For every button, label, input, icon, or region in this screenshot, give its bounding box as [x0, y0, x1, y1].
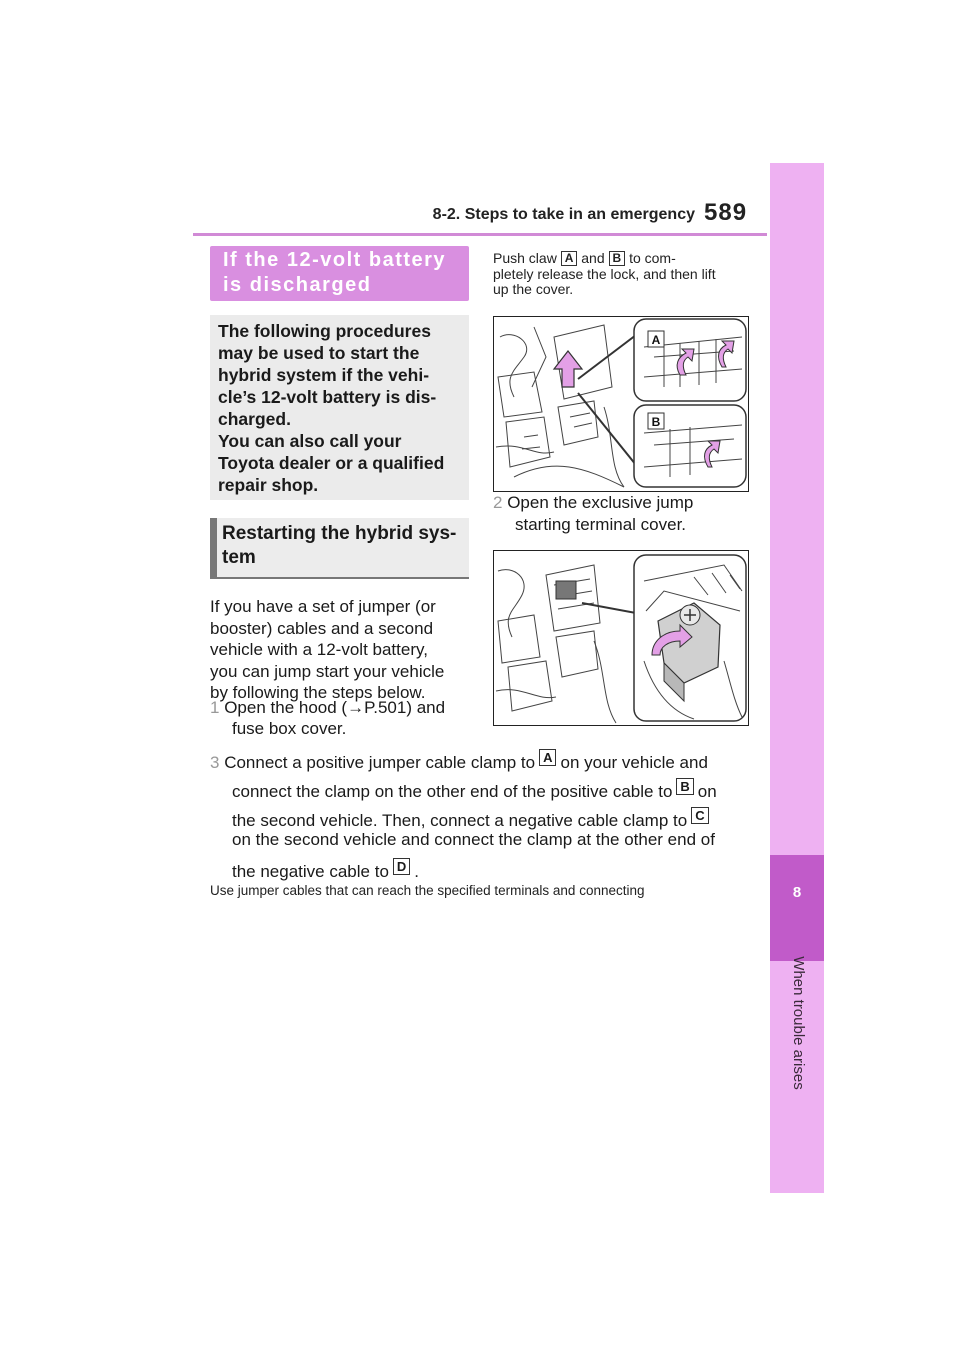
step-3-l1-post: on your vehicle and — [560, 753, 708, 772]
notice-box-text: The following procedures may be used to start the hybrid system if the vehi- cle’s 12-volt battery is dis- charged. You can also call your Toyota dealer or a qualified repair shop. — [218, 321, 445, 495]
page-ref-link[interactable]: P.501) and — [364, 698, 446, 717]
tag-b: B — [609, 251, 626, 266]
heading-box-title: If the 12-volt battery is discharged — [223, 249, 447, 296]
step-3-l5-pre: the negative cable to — [232, 862, 389, 881]
step-2-line-2: starting terminal cover. — [515, 515, 687, 534]
figure-label-a: A — [651, 333, 661, 347]
claw-note-rest: pletely release the lock, and then lift up the cover. — [493, 265, 716, 297]
step-3-number: 3 — [210, 753, 220, 772]
chapter-number: 8 — [792, 884, 802, 901]
step-2-number: 2 — [493, 493, 503, 512]
footer-note: Use jumper cables that can reach the specified terminals and connecting — [210, 883, 645, 898]
fuse-box-illustration — [494, 317, 748, 491]
fuse-box-figure — [493, 316, 749, 492]
arrow-icon: → — [347, 698, 365, 717]
step-3-l5-post: . — [414, 862, 420, 881]
tag-a: A — [539, 749, 556, 766]
subheading-rule — [210, 577, 469, 579]
step-3-line-2 — [232, 778, 717, 803]
step-1-line-2: fuse box cover. — [232, 719, 347, 738]
figure-label-b: B — [651, 415, 661, 429]
step-3-line-3 — [232, 807, 713, 832]
step-3-l3-pre: the second vehicle. Then, connect a negative cable clamp to — [232, 811, 688, 830]
step-2-line-1: Open the exclusive jump — [507, 493, 694, 512]
step-1-number: 1 — [210, 698, 220, 717]
tag-d: D — [393, 858, 410, 875]
step-1 — [210, 697, 480, 719]
terminal-cover-figure — [493, 550, 749, 726]
claw-note-post: to com- — [625, 250, 676, 266]
claw-note-mid: and — [577, 250, 609, 266]
terminal-cover-illustration — [494, 551, 748, 725]
step-1-text-a: Open the hood ( — [224, 698, 348, 717]
tag-c: C — [691, 807, 708, 824]
intro-paragraph: If you have a set of jumper (or booster) cables and a second vehicle with a 12-volt battery, you can jump start your vehicle by following the steps below. — [210, 597, 445, 702]
chapter-label: When trouble arises — [790, 956, 807, 1090]
claw-note-pre: Push claw — [493, 250, 561, 266]
page-number: 589 — [704, 199, 748, 226]
step-3-line-1 — [210, 749, 708, 774]
step-3-line-5 — [232, 858, 419, 883]
subheading-bar — [210, 518, 217, 578]
step-3-l2-pre: connect the clamp on the other end of the positive cable to — [232, 782, 673, 801]
tag-b: B — [676, 778, 693, 795]
header-section-title: 8-2. Steps to take in an emergency — [432, 206, 695, 223]
tag-a: A — [561, 251, 578, 266]
claw-note — [493, 251, 758, 298]
step-2 — [493, 492, 753, 514]
subheading-title: Restarting the hybrid sys-tem — [222, 523, 457, 568]
step-3-l2-post: on — [697, 782, 717, 801]
step-3-l1-pre: Connect a positive jumper cable clamp to — [224, 753, 536, 772]
step-3-line-4: on the second vehicle and connect the clamp at the other end of — [232, 830, 715, 849]
header-rule — [193, 233, 767, 236]
